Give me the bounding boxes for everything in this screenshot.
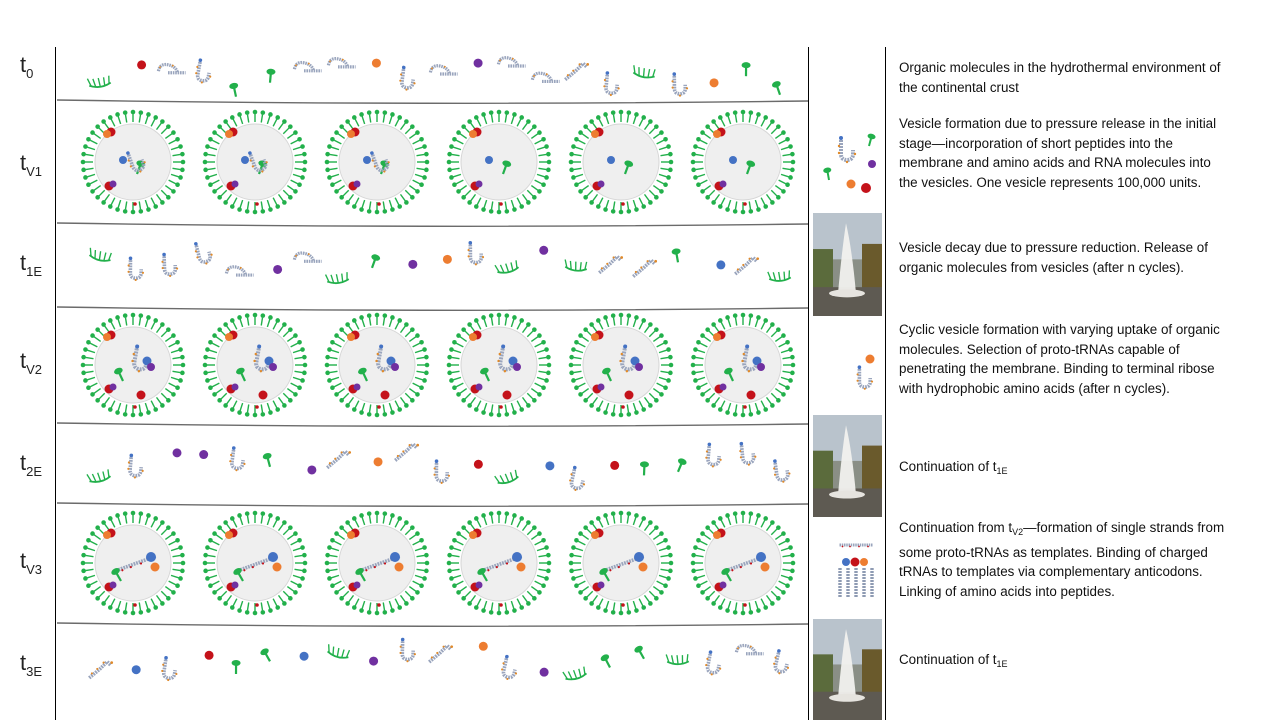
rna-icon <box>599 256 623 273</box>
amino-acid-icon <box>591 333 599 341</box>
rna-icon <box>89 661 113 678</box>
rna-icon <box>498 58 525 66</box>
amino-acid-icon <box>241 156 249 164</box>
rna-icon <box>127 256 144 281</box>
amino-acid-icon <box>713 333 721 341</box>
amino-acid-icon <box>354 181 361 188</box>
amino-acid-icon <box>474 59 483 68</box>
amino-acid-icon <box>369 657 378 666</box>
amino-acid-icon <box>273 265 282 274</box>
amino-acid-icon <box>591 531 599 539</box>
amino-acid-icon <box>747 391 756 400</box>
amino-acid-icon <box>225 333 233 341</box>
amino-acid-icon <box>625 391 634 400</box>
description-tV3: Continuation from $t_{V2}—formation$ of single strands from some proto-tRNAs as templates. Binding of charged tRNAs to templates via complementary anticodons. Linking of amino acids into peptides. <box>899 520 1225 599</box>
amino-acid-icon <box>503 391 512 400</box>
amino-acid-icon <box>469 333 477 341</box>
row-label-t0: $t_0$ <box>20 52 34 81</box>
peptide-icon <box>640 461 650 475</box>
membrane-fragment-icon <box>87 76 111 89</box>
amino-acid-icon <box>591 130 599 138</box>
rna-icon <box>499 654 521 682</box>
rna-icon <box>158 65 185 73</box>
amino-acid-icon <box>639 563 648 572</box>
amino-acid-icon <box>381 391 390 400</box>
rna-icon <box>429 645 453 662</box>
amino-acid-icon <box>545 461 554 470</box>
description-t2E: Continuation of $t_{1E}$ <box>899 459 1008 476</box>
rna-icon <box>127 453 146 479</box>
rna-icon <box>430 66 457 74</box>
amino-acid-icon <box>374 457 383 466</box>
rna-icon <box>771 649 793 677</box>
amino-acid-icon <box>103 130 111 138</box>
amino-acid-icon <box>347 531 355 539</box>
peptide-icon <box>599 653 613 670</box>
amino-acid-icon <box>469 130 477 138</box>
vesicle-icon <box>81 110 186 215</box>
amino-acid-icon <box>720 582 727 589</box>
amino-acid-icon <box>110 181 117 188</box>
rna-icon <box>193 239 215 267</box>
amino-acid-icon <box>539 246 548 255</box>
rna-icon <box>567 465 588 492</box>
amino-acid-icon <box>598 181 605 188</box>
amino-acid-icon <box>172 448 181 457</box>
amino-acid-icon <box>110 384 117 391</box>
peptide-icon <box>262 452 274 468</box>
amino-acid-icon <box>634 552 644 562</box>
amino-acid-icon <box>607 156 615 164</box>
geyser-photo <box>813 415 882 517</box>
amino-acid-icon <box>354 384 361 391</box>
membrane-fragment-icon <box>495 260 519 275</box>
rna-icon <box>602 71 621 97</box>
membrane-fragment-icon <box>326 644 350 660</box>
rna-icon <box>738 441 757 467</box>
amino-acid-icon <box>866 355 875 364</box>
amino-acid-icon <box>151 563 160 572</box>
vesicle-icon <box>569 313 674 418</box>
membrane-fragment-icon <box>768 270 791 281</box>
rna-icon <box>194 58 215 85</box>
membrane-fragment-icon <box>326 272 349 284</box>
trna-icon <box>857 365 874 389</box>
amino-acid-icon <box>132 665 141 674</box>
amino-acid-icon <box>868 160 876 168</box>
amino-acid-icon <box>395 563 404 572</box>
rna-icon <box>705 442 724 468</box>
amino-acid-icon <box>757 363 765 371</box>
amino-acid-icon <box>610 461 619 470</box>
peptide-icon <box>771 80 784 96</box>
amino-acid-icon <box>476 181 483 188</box>
vesicle-icon <box>691 110 796 215</box>
amino-acid-icon <box>391 363 399 371</box>
vesicle-icon <box>325 313 430 418</box>
amino-acid-icon <box>110 582 117 589</box>
rna-icon <box>328 59 355 67</box>
molecule-scene <box>81 58 796 683</box>
amino-acid-icon <box>713 130 721 138</box>
peptide-icon <box>368 253 381 269</box>
amino-acid-icon <box>225 130 233 138</box>
amino-acid-icon <box>137 391 146 400</box>
vesicle-icon <box>447 313 552 418</box>
amino-acid-icon <box>372 59 381 68</box>
amino-acid-icon <box>512 552 522 562</box>
rna-icon <box>565 63 589 80</box>
membrane-fragment-icon <box>666 654 689 664</box>
vesicle-icon <box>81 313 186 418</box>
rna-icon <box>671 72 688 97</box>
membrane-fragment-icon <box>563 666 587 681</box>
amino-acid-icon <box>540 668 549 677</box>
peptide-icon <box>865 133 876 147</box>
amino-acid-icon <box>598 384 605 391</box>
amino-acid-icon <box>842 558 850 566</box>
rna-icon <box>736 646 763 654</box>
vesicle-icon <box>569 110 674 215</box>
amino-acid-icon <box>513 363 521 371</box>
description-tV2: Cyclic vesicle formation with varying uptake of organic molecules. Selection of proto-tRNAs capable of penetrating the membrane. Binding to terminal ribose with hydrophobic amino acids (after n cycles). <box>899 322 1220 396</box>
amino-acid-icon <box>710 78 719 87</box>
rna-icon <box>228 446 247 472</box>
side-icons <box>823 133 876 598</box>
amino-acid-icon <box>720 384 727 391</box>
rna-strand-icon <box>840 545 873 547</box>
description-t3E: Continuation of $t_{1E}$ <box>899 652 1008 669</box>
amino-acid-icon <box>598 582 605 589</box>
row-label-t2E: $t_{2E}$ <box>20 450 43 479</box>
amino-acid-icon <box>232 181 239 188</box>
rna-icon <box>327 451 351 468</box>
amino-acid-icon <box>103 531 111 539</box>
membrane-fragment-icon <box>564 259 587 271</box>
row-label-t3E: $t_{3E}$ <box>20 650 43 679</box>
peptide-icon <box>229 82 241 98</box>
geyser-photo <box>813 213 882 316</box>
description-t1E: Vesicle decay due to pressure reduction. Release of organic molecules from vesicles (after n cycles). <box>899 240 1208 275</box>
membrane-fragment-icon <box>87 469 111 484</box>
amino-acid-icon <box>273 563 282 572</box>
vesicle-icon <box>325 511 430 616</box>
amino-acid-icon <box>363 156 371 164</box>
amino-acid-icon <box>137 60 146 69</box>
vesicle-icon <box>81 511 186 616</box>
peptide-icon <box>266 68 276 83</box>
amino-acid-icon <box>479 642 488 651</box>
amino-acid-icon <box>408 260 417 269</box>
vesicle-icon <box>691 313 796 418</box>
description-t0: Organic molecules in the hydrothermal environment of the continental crust <box>899 60 1221 95</box>
rna-icon <box>294 253 321 261</box>
row-label-tV2: $t_{V2}$ <box>20 348 43 377</box>
amino-acid-icon <box>847 180 856 189</box>
amino-acid-icon <box>860 558 868 566</box>
peptide-icon <box>259 647 274 664</box>
vesicle-icon <box>203 110 308 215</box>
amino-acid-icon <box>474 460 483 469</box>
amino-acid-icon <box>761 563 770 572</box>
amino-acid-icon <box>713 531 721 539</box>
amino-acid-icon <box>347 130 355 138</box>
amino-acid-icon <box>716 260 725 269</box>
peptide-icon <box>232 660 241 674</box>
amino-acid-icon <box>476 582 483 589</box>
amino-acid-icon <box>205 651 214 660</box>
amino-acid-icon <box>485 156 493 164</box>
rna-icon <box>161 252 178 277</box>
rna-icon <box>399 638 416 663</box>
amino-acid-icon <box>517 563 526 572</box>
row-label-tV1: $t_{V1}$ <box>20 150 43 179</box>
amino-acid-icon <box>268 552 278 562</box>
membrane-fragment-icon <box>632 65 656 79</box>
trna-icon <box>838 136 856 163</box>
amino-acid-icon <box>729 156 737 164</box>
rna-icon <box>160 656 180 683</box>
amino-acid-icon <box>199 450 208 459</box>
amino-acid-icon <box>300 652 309 661</box>
amino-acid-icon <box>147 363 155 371</box>
vesicle-icon <box>569 511 674 616</box>
amino-acid-icon <box>354 582 361 589</box>
rna-icon <box>467 241 484 266</box>
row-label-t1E: $t_{1E}$ <box>20 250 43 279</box>
vesicle-icon <box>447 511 552 616</box>
peptide-icon <box>633 644 648 661</box>
row-label-tV3: $t_{V3}$ <box>20 548 43 577</box>
peptide-icon <box>742 62 751 76</box>
rna-icon <box>398 65 417 91</box>
amino-acid-icon <box>476 384 483 391</box>
rna-icon <box>433 459 450 484</box>
description-tV1: Vesicle formation due to pressure release in the initial stage—incorporation of short peptides into the membrane and amino acids and RNA molecules into the vesicles. One vesicle represents 100,000 units. <box>899 116 1217 190</box>
amino-acid-icon <box>851 558 860 567</box>
rna-icon <box>735 257 759 274</box>
peptide-icon <box>674 457 688 473</box>
amino-acid-icon <box>259 391 268 400</box>
geyser-photos <box>813 213 882 720</box>
rna-icon <box>772 457 792 484</box>
membrane-fragment-icon <box>495 470 519 486</box>
amino-acid-icon <box>469 531 477 539</box>
amino-acid-icon <box>103 333 111 341</box>
amino-acid-icon <box>119 156 127 164</box>
rna-icon <box>395 444 419 461</box>
vesicle-icon <box>325 110 430 215</box>
amino-acid-icon <box>232 582 239 589</box>
geyser-photo <box>813 619 882 720</box>
amino-acid-icon <box>861 183 871 193</box>
amino-acid-icon <box>390 552 400 562</box>
peptide-icon <box>823 167 833 181</box>
vesicle-icon <box>691 511 796 616</box>
amino-acid-icon <box>146 552 156 562</box>
amino-acid-icon <box>269 363 277 371</box>
amino-acid-icon <box>347 333 355 341</box>
vesicle-icon <box>203 313 308 418</box>
peptide-icon <box>671 248 682 263</box>
amino-acid-icon <box>225 531 233 539</box>
amino-acid-icon <box>443 255 452 264</box>
amino-acid-icon <box>756 552 766 562</box>
amino-acid-icon <box>232 384 239 391</box>
rna-icon <box>532 73 559 81</box>
amino-acid-icon <box>720 181 727 188</box>
rna-icon <box>703 650 724 677</box>
rna-icon <box>294 63 321 71</box>
vesicle-icon <box>203 511 308 616</box>
vesicle-icon <box>447 110 552 215</box>
rna-icon <box>226 267 253 275</box>
rna-icon <box>633 260 657 277</box>
membrane-fragment-icon <box>88 248 112 263</box>
amino-acid-icon <box>635 363 643 371</box>
amino-acid-icon <box>307 465 316 474</box>
